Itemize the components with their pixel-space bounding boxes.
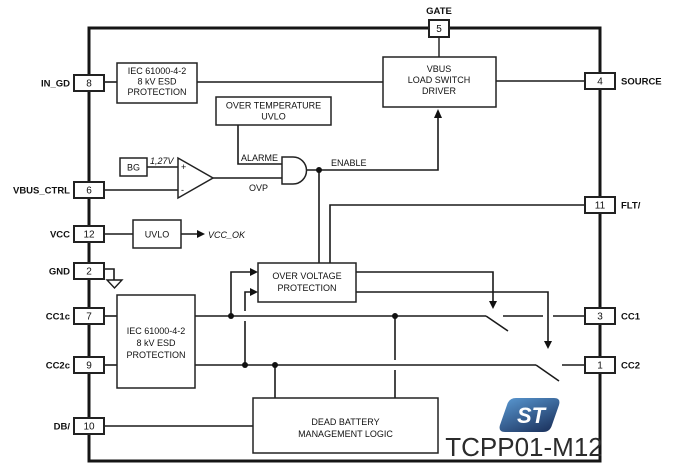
wire-gnd-symbol <box>105 269 114 280</box>
block-vbus-driver-line1: VBUS <box>426 64 452 74</box>
pin-1-label: CC2 <box>621 360 641 372</box>
pin-3 <box>585 308 641 324</box>
block-esd-bottom-line2: 8 kV ESD <box>136 338 176 348</box>
pin-9-number: 9 <box>86 360 92 372</box>
arrowheads <box>197 109 552 349</box>
pin-4 <box>585 73 662 89</box>
junction-cc2-b <box>272 362 278 368</box>
ground-icon <box>107 280 122 288</box>
pin-12-number: 12 <box>83 229 95 241</box>
wire-ovp-out-cc1 <box>356 272 493 302</box>
st-logo <box>500 398 560 432</box>
pin-10-number: 10 <box>83 421 95 433</box>
and-gate <box>282 157 307 184</box>
pin-11-number: 11 <box>594 200 606 212</box>
block-over-temp <box>216 97 331 125</box>
block-dead-battery-line2: MANAGEMENT LOGIC <box>298 429 393 439</box>
pin-12 <box>50 226 104 242</box>
pin-10-label: DB/ <box>53 421 70 433</box>
block-bandgap-label: BG <box>126 162 141 173</box>
pin-8-label: IN_GD <box>40 78 70 90</box>
junction-cc2-a <box>242 362 248 368</box>
comparator-minus: - <box>181 185 184 195</box>
pin-1 <box>585 357 640 373</box>
block-uvlo <box>133 220 181 248</box>
comparator-plus: + <box>181 162 187 172</box>
block-uvlo-label: UVLO <box>144 229 170 240</box>
label-enable: ENABLE <box>331 158 367 168</box>
pin-2-label: GND <box>48 266 70 278</box>
cc1-switch-blade <box>486 316 508 331</box>
pin-10 <box>54 418 104 434</box>
block-ovp <box>258 263 356 302</box>
st-logo-text: ST <box>516 403 546 428</box>
pin-12-label: VCC <box>49 229 70 241</box>
pin-5-number: 5 <box>436 24 442 35</box>
block-over-temp-line1: OVER TEMPERATURE <box>225 100 322 111</box>
block-esd-top-line3: PROTECTION <box>127 87 187 97</box>
block-esd-top-line2: 8 kV ESD <box>137 76 177 87</box>
junction-cc1-b <box>392 313 398 319</box>
wire-ovp-flt <box>330 205 585 263</box>
pin-9-label: CC2c <box>45 360 70 372</box>
label-alarme: ALARME <box>241 153 279 163</box>
arrow-down-cc1-switch <box>489 301 497 309</box>
pin-3-label: CC1 <box>621 311 641 323</box>
wire-cc2-ovp-in <box>245 292 251 365</box>
block-bandgap <box>120 158 147 176</box>
block-dead-battery-line1: DEAD BATTERY <box>311 417 380 427</box>
block-esd-top-line1: IEC 61000-4-2 <box>127 66 187 76</box>
wire-cc1-ovp-in <box>231 272 251 316</box>
part-number: TCPP01-M12 <box>445 432 603 462</box>
pin-8 <box>41 75 104 91</box>
block-ovp-line1: OVER VOLTAGE <box>272 271 342 281</box>
pin-2-number: 2 <box>86 266 92 278</box>
pin-4-label: SOURCE <box>621 76 662 88</box>
pin-6 <box>13 182 104 198</box>
arrow-vccok <box>197 230 205 238</box>
pin-7-label: CC1c <box>45 311 70 323</box>
block-vbus-driver-line3: DRIVER <box>421 86 457 96</box>
block-esd-bottom-line3: PROTECTION <box>126 350 186 360</box>
block-vbus-driver <box>383 57 496 107</box>
pin-11-label: FLT/ <box>621 200 641 212</box>
label-ref-voltage: 1,27V <box>150 156 174 166</box>
pin-1-number: 1 <box>597 360 603 372</box>
pin-11 <box>585 197 641 213</box>
block-esd-top <box>117 63 197 103</box>
pin-7 <box>46 308 104 324</box>
label-ovp: OVP <box>249 183 269 193</box>
pin-6-label: VBUS_CTRL <box>12 185 70 197</box>
pin-4-number: 4 <box>597 76 603 88</box>
pin-9 <box>46 357 104 373</box>
block-over-temp-line2: UVLO <box>261 111 286 122</box>
pin-7-number: 7 <box>86 311 92 323</box>
pin-5 <box>426 6 452 37</box>
junction-enable <box>316 167 322 173</box>
arrow-down-cc2-switch <box>544 341 552 349</box>
label-vcc-ok: VCC_OK <box>208 230 246 240</box>
arrow-ovp-in1 <box>250 268 258 276</box>
wire-ovp-out-cc2 <box>356 292 548 342</box>
pin-3-number: 3 <box>597 311 603 323</box>
block-ovp-line2: PROTECTION <box>277 283 337 293</box>
cc2-switch-blade <box>536 365 559 381</box>
pin-8-number: 8 <box>86 78 92 90</box>
block-dead-battery <box>253 398 438 453</box>
pin-6-number: 6 <box>86 185 92 197</box>
pin-5-label: GATE <box>426 6 452 17</box>
arrow-up-vbusdriver <box>434 109 442 118</box>
block-esd-bottom-line1: IEC 61000-4-2 <box>126 326 186 336</box>
junction-cc1-a <box>228 313 234 319</box>
comparator <box>178 158 213 198</box>
block-vbus-driver-line2: LOAD SWITCH <box>407 75 471 85</box>
arrow-ovp-in2 <box>250 288 258 296</box>
block-esd-bottom <box>117 295 195 388</box>
pin-2 <box>49 263 104 279</box>
